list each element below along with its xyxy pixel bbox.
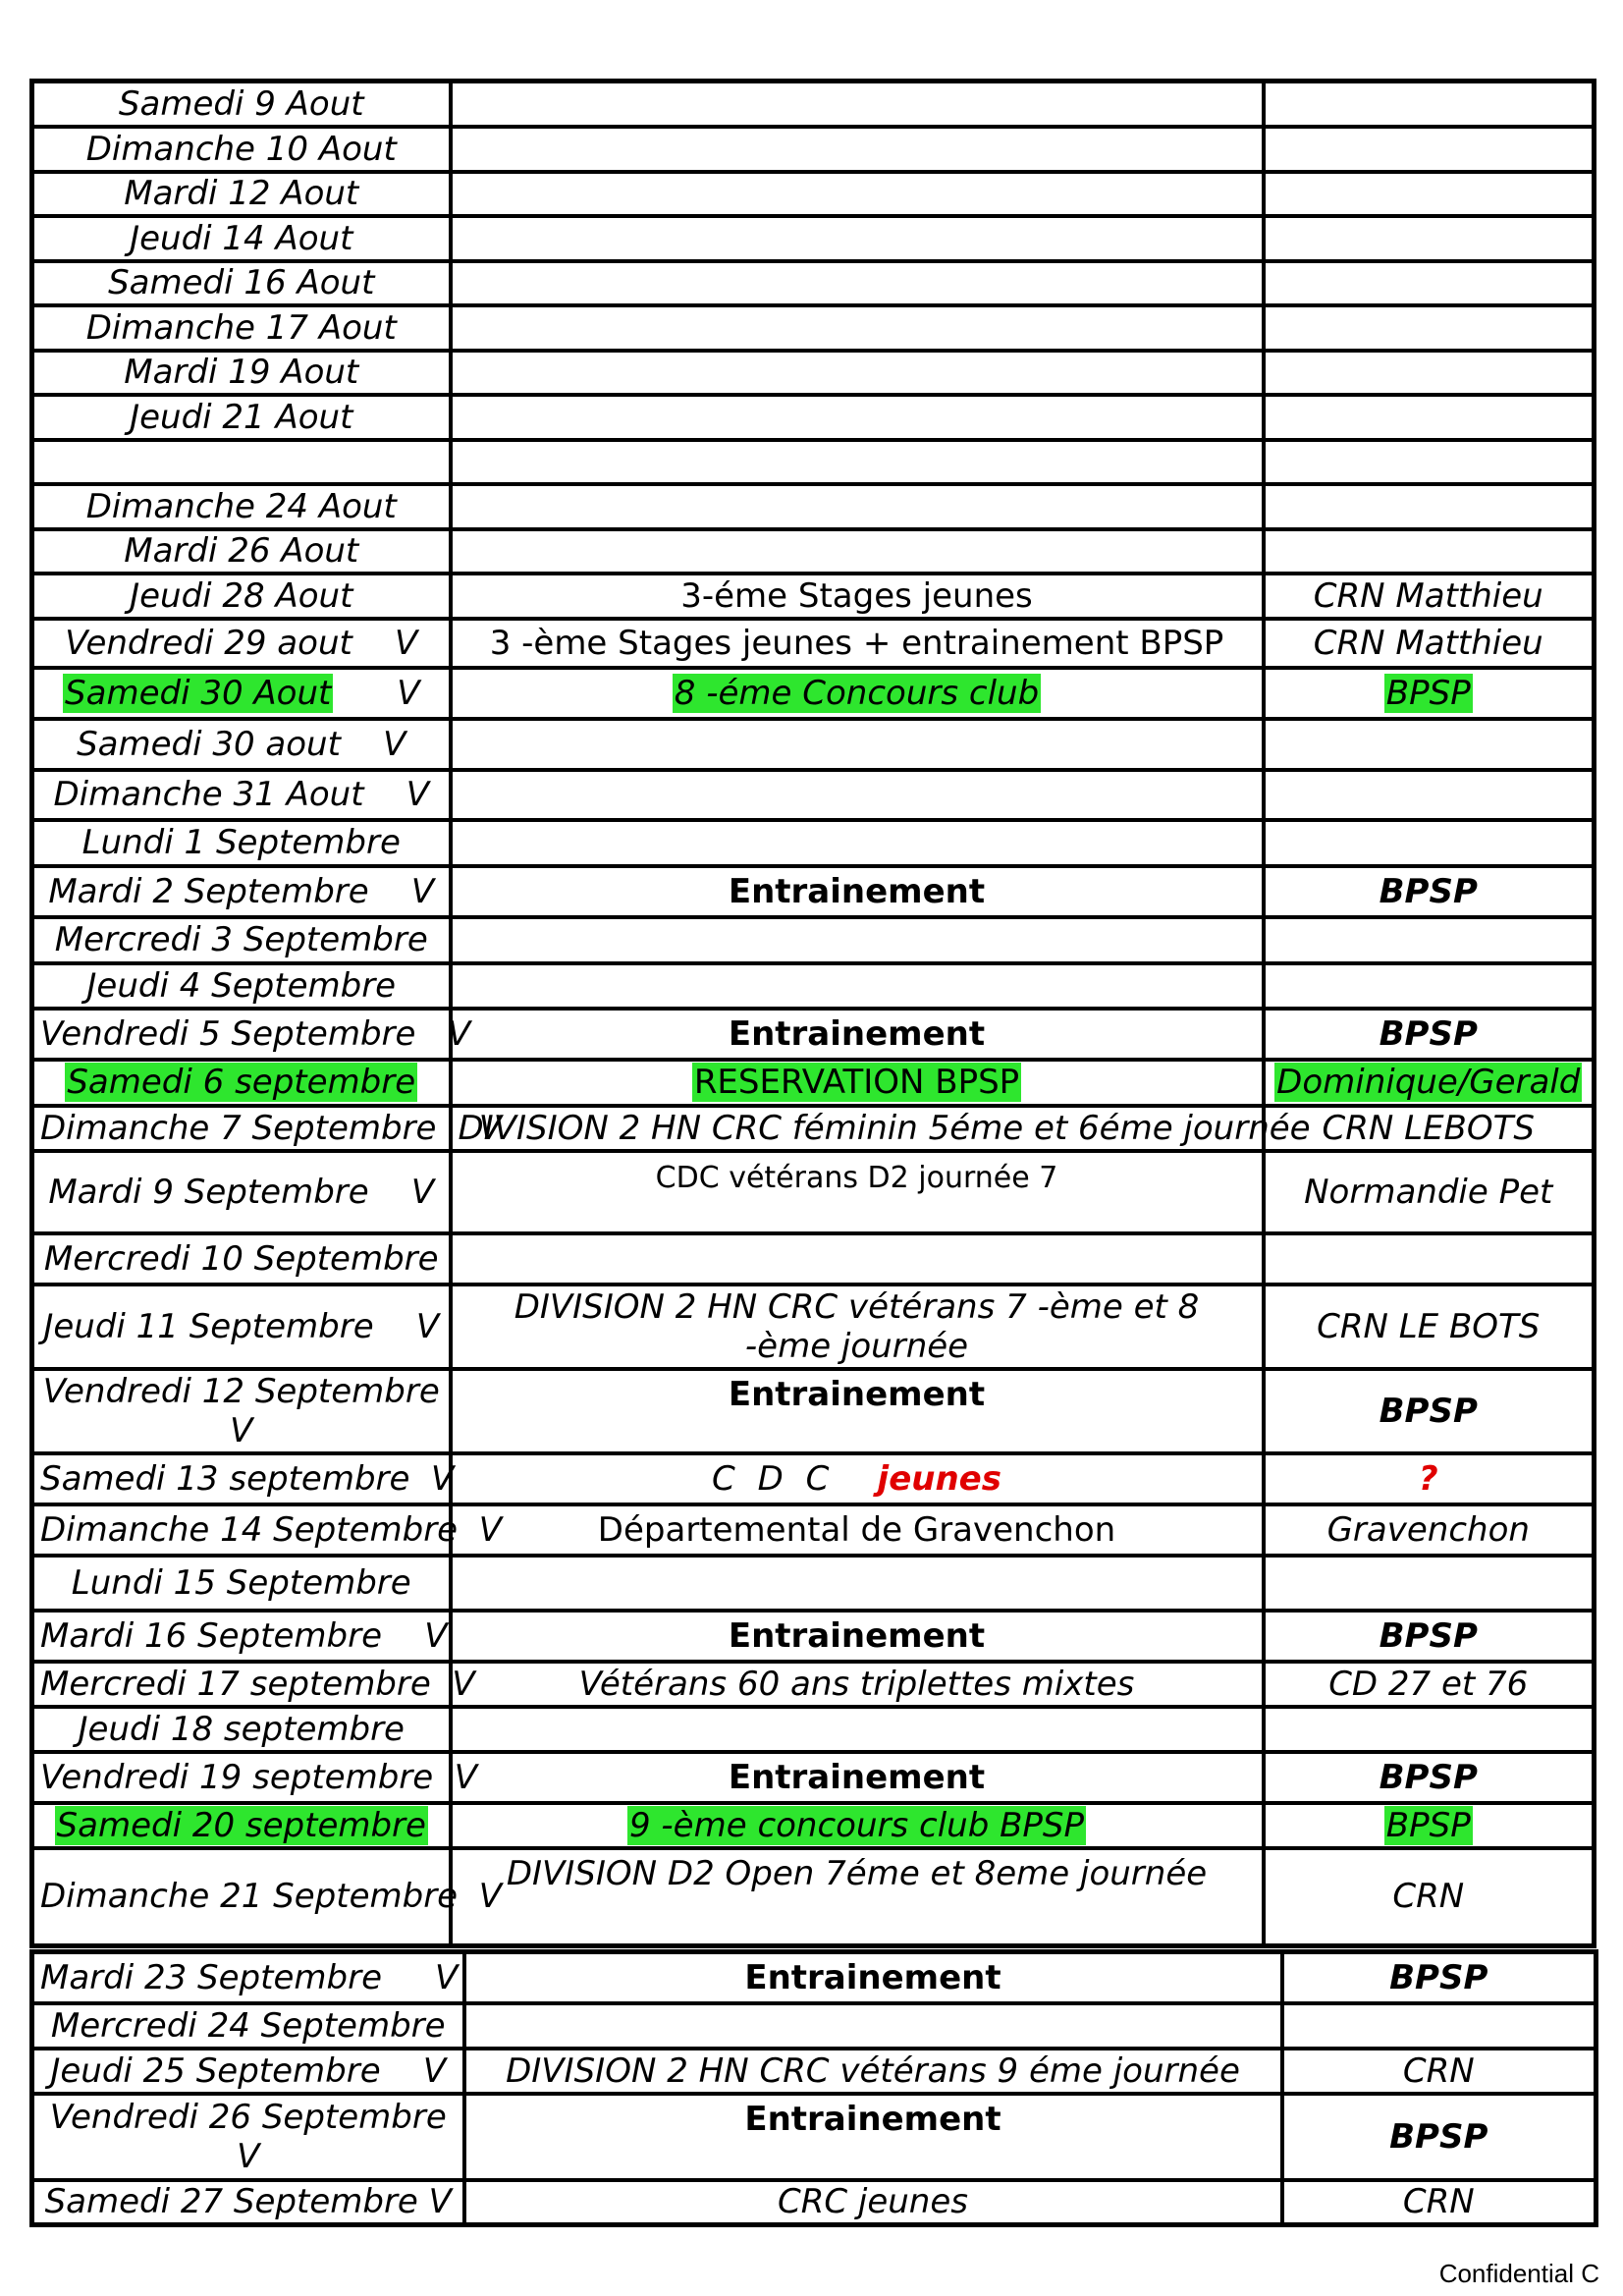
- event-cell: [451, 668, 1264, 719]
- date-cell: Vendredi 12 Septembre V: [32, 1369, 451, 1453]
- event-cell: [451, 529, 1264, 574]
- who-cell: CRN LE BOTS: [1264, 1285, 1595, 1369]
- event-cell: [451, 719, 1264, 770]
- who-cell: BPSP: [1282, 2094, 1596, 2180]
- date-cell: Mardi 2 Septembre V: [32, 866, 451, 917]
- highlighted-date: Samedi 20 septembre: [56, 1805, 426, 1845]
- event-cell: [451, 127, 1264, 172]
- date-cell: Jeudi 25 Septembre V: [32, 2049, 464, 2094]
- date-cell: Jeudi 4 Septembre: [32, 963, 451, 1009]
- table-row: [32, 719, 1595, 770]
- who-cell: [1264, 719, 1595, 770]
- table-row: [32, 1611, 1595, 1662]
- event-cell: [451, 216, 1264, 261]
- highlighted-event: 8 -éme Concours club: [674, 673, 1040, 713]
- event-cell: 3-éme Stages jeunes: [451, 574, 1264, 619]
- table-row: [32, 529, 1595, 574]
- table-row: [32, 1060, 1595, 1106]
- who-cell: ?: [1264, 1453, 1595, 1504]
- who-cell: [1264, 1556, 1595, 1611]
- event-cell: [451, 82, 1264, 127]
- table-row: [32, 1233, 1595, 1285]
- who-cell: BPSP: [1264, 1369, 1595, 1453]
- date-cell: Dimanche 17 Aout: [32, 305, 451, 351]
- schedule-table: [29, 79, 1596, 1948]
- event-cell: [451, 1233, 1264, 1285]
- event-cell: Entrainement: [451, 1752, 1264, 1803]
- who-cell: CRN LEBOTS: [1264, 1106, 1595, 1151]
- date-cell: Jeudi 21 Aout: [32, 395, 451, 440]
- date-cell: Dimanche 31 Aout V: [32, 770, 451, 820]
- event-cell: Entrainement: [451, 1611, 1264, 1662]
- table-row: [32, 1556, 1595, 1611]
- event-cell: [451, 172, 1264, 216]
- event-cell: [451, 820, 1264, 866]
- who-cell: [1264, 529, 1595, 574]
- event-cell: DIVISION 2 HN CRC féminin 5éme et 6éme journée: [451, 1106, 1264, 1151]
- who-cell: [1264, 820, 1595, 866]
- table-row: [32, 1106, 1595, 1151]
- table-row: [32, 2180, 1596, 2225]
- date-cell: Jeudi 14 Aout: [32, 216, 451, 261]
- date-cell: Lundi 1 Septembre: [32, 820, 451, 866]
- event-cell: [451, 1060, 1264, 1106]
- event-cell: [451, 440, 1264, 484]
- date-cell: Samedi 27 Septembre V: [32, 2180, 464, 2225]
- event-cell: DIVISION D2 Open 7éme et 8eme journée: [451, 1848, 1264, 1946]
- table-row: [32, 770, 1595, 820]
- date-cell: Mercredi 10 Septembre: [32, 1233, 451, 1285]
- highlighted-date: Samedi 30 Aout: [65, 673, 332, 713]
- who-cell: CRN: [1282, 2049, 1596, 2094]
- date-cell: [32, 668, 451, 719]
- who-cell: [1282, 2003, 1596, 2049]
- date-cell: Vendredi 29 aout V: [32, 619, 451, 668]
- who-cell: CRN: [1264, 1848, 1595, 1946]
- date-cell: [32, 1060, 451, 1106]
- table-row: [32, 351, 1595, 395]
- table-row: [32, 1752, 1595, 1803]
- who-cell: BPSP: [1264, 1752, 1595, 1803]
- highlighted-who: BPSP: [1385, 1805, 1471, 1845]
- event-cell: DIVISION 2 HN CRC vétérans 7 -ème et 8 -ème journée: [451, 1285, 1264, 1369]
- table-row: [32, 1285, 1595, 1369]
- who-cell: BPSP: [1264, 1611, 1595, 1662]
- schedule-table-continued: [29, 1949, 1598, 2227]
- event-cell: [451, 261, 1264, 305]
- event-cell: Vétérans 60 ans triplettes mixtes: [451, 1662, 1264, 1707]
- date-cell: [32, 1803, 451, 1848]
- date-cell: Dimanche 24 Aout: [32, 484, 451, 529]
- who-cell: [1264, 1233, 1595, 1285]
- table-row: [32, 440, 1595, 484]
- table-row: [32, 1009, 1595, 1060]
- date-cell: Jeudi 28 Aout: [32, 574, 451, 619]
- event-cell: [451, 351, 1264, 395]
- event-cell: 3 -ème Stages jeunes + entrainement BPSP: [451, 619, 1264, 668]
- event-cell: [451, 1803, 1264, 1848]
- event-text: CDC vétérans D2 journée 7: [655, 1160, 1058, 1195]
- who-cell: [1264, 305, 1595, 351]
- who-cell: Normandie Pet: [1264, 1151, 1595, 1233]
- event-cell: CRC jeunes: [464, 2180, 1282, 2225]
- event-cell: [464, 2003, 1282, 2049]
- event-cell: [451, 305, 1264, 351]
- event-cell: Entrainement: [451, 866, 1264, 917]
- highlighted-event: 9 -ème concours club BPSP: [628, 1805, 1085, 1845]
- date-cell: Mardi 26 Aout: [32, 529, 451, 574]
- date-cell: Samedi 16 Aout: [32, 261, 451, 305]
- table-row: [32, 1151, 1595, 1233]
- who-cell: [1264, 963, 1595, 1009]
- event-cell: Entrainement: [464, 2094, 1282, 2180]
- table-row: [32, 1504, 1595, 1556]
- date-cell: Dimanche 10 Aout: [32, 127, 451, 172]
- highlighted-who: Dominique/Gerald: [1276, 1063, 1581, 1102]
- who-cell: [1264, 917, 1595, 963]
- footer-label: Confidential C: [1438, 2259, 1599, 2288]
- date-cell: Lundi 15 Septembre: [32, 1556, 451, 1611]
- table-row: [32, 305, 1595, 351]
- date-cell: Mardi 9 Septembre V: [32, 1151, 451, 1233]
- event-cell: [451, 484, 1264, 529]
- table-row: [32, 1707, 1595, 1752]
- table-row: [32, 963, 1595, 1009]
- highlighted-who: BPSP: [1385, 673, 1471, 713]
- who-cell: Gravenchon: [1264, 1504, 1595, 1556]
- event-cell: [451, 963, 1264, 1009]
- event-cell: [451, 1556, 1264, 1611]
- table-row: [32, 1369, 1595, 1453]
- event-cell: Entrainement: [464, 1952, 1282, 2003]
- who-cell: [1264, 216, 1595, 261]
- event-text: C D C: [712, 1458, 836, 1499]
- event-cell: [451, 1707, 1264, 1752]
- date-cell: Mercredi 3 Septembre: [32, 917, 451, 963]
- who-cell: [1264, 172, 1595, 216]
- table-row: [32, 2049, 1596, 2094]
- who-cell: CRN: [1282, 2180, 1596, 2225]
- event-cell: Entrainement: [451, 1009, 1264, 1060]
- who-cell: [1264, 261, 1595, 305]
- date-cell: Mardi 16 Septembre V: [32, 1611, 451, 1662]
- date-cell: Mercredi 17 septembre V: [32, 1662, 451, 1707]
- who-cell: CD 27 et 76: [1264, 1662, 1595, 1707]
- who-cell: BPSP: [1264, 866, 1595, 917]
- date-cell: Dimanche 7 Septembre V: [32, 1106, 451, 1151]
- date-cell: Mercredi 24 Septembre: [32, 2003, 464, 2049]
- date-cell: Vendredi 5 Septembre V: [32, 1009, 451, 1060]
- who-cell: CRN Matthieu: [1264, 619, 1595, 668]
- table-row: [32, 1453, 1595, 1504]
- who-cell: [1264, 1707, 1595, 1752]
- table-row: [32, 866, 1595, 917]
- who-cell: [1264, 1803, 1595, 1848]
- event-cell: [451, 917, 1264, 963]
- who-cell: [1264, 127, 1595, 172]
- event-cell: [451, 770, 1264, 820]
- table-row: [32, 1662, 1595, 1707]
- date-cell: Vendredi 19 septembre V: [32, 1752, 451, 1803]
- who-cell: BPSP: [1282, 1952, 1596, 2003]
- date-cell: Samedi 13 septembre V: [32, 1453, 451, 1504]
- date-cell: Mardi 19 Aout: [32, 351, 451, 395]
- date-suffix: V: [397, 673, 420, 713]
- who-cell: [1264, 351, 1595, 395]
- who-cell: [1264, 440, 1595, 484]
- who-cell: [1264, 1060, 1595, 1106]
- who-cell: [1264, 770, 1595, 820]
- table-row: [32, 1848, 1595, 1946]
- table-row: [32, 668, 1595, 719]
- table-row: [32, 2094, 1596, 2180]
- date-cell: Mardi 23 Septembre V: [32, 1952, 464, 2003]
- table-row: [32, 1952, 1596, 2003]
- event-cell: [451, 1151, 1264, 1233]
- highlighted-date: Samedi 6 septembre: [67, 1063, 416, 1102]
- table-row: [32, 619, 1595, 668]
- date-cell: [32, 440, 451, 484]
- event-cell: Départemental de Gravenchon: [451, 1504, 1264, 1556]
- event-cell: DIVISION 2 HN CRC vétérans 9 éme journée: [464, 2049, 1282, 2094]
- highlighted-event: RESERVATION BPSP: [693, 1063, 1020, 1102]
- event-cell: [451, 395, 1264, 440]
- date-cell: Vendredi 26 Septembre V: [32, 2094, 464, 2180]
- who-cell: [1264, 395, 1595, 440]
- table-row: [32, 820, 1595, 866]
- table-row: [32, 917, 1595, 963]
- who-cell: [1264, 82, 1595, 127]
- event-highlight-red: jeunes: [877, 1458, 1001, 1499]
- table-row: [32, 574, 1595, 619]
- date-cell: Samedi 9 Aout: [32, 82, 451, 127]
- table-row: [32, 172, 1595, 216]
- table-row: [32, 82, 1595, 127]
- table-row: [32, 1803, 1595, 1848]
- date-cell: Dimanche 14 Septembre V: [32, 1504, 451, 1556]
- date-cell: Dimanche 21 Septembre V: [32, 1848, 451, 1946]
- who-cell: CRN Matthieu: [1264, 574, 1595, 619]
- table-row: [32, 395, 1595, 440]
- date-cell: Jeudi 18 septembre: [32, 1707, 451, 1752]
- table-row: [32, 484, 1595, 529]
- event-cell: [451, 1453, 1264, 1504]
- table-row: [32, 261, 1595, 305]
- date-cell: Mardi 12 Aout: [32, 172, 451, 216]
- table-row: [32, 216, 1595, 261]
- who-cell: [1264, 668, 1595, 719]
- date-cell: Jeudi 11 Septembre V: [32, 1285, 451, 1369]
- who-cell: BPSP: [1264, 1009, 1595, 1060]
- event-cell: Entrainement: [451, 1369, 1264, 1453]
- who-cell: [1264, 484, 1595, 529]
- table-row: [32, 127, 1595, 172]
- table-row: [32, 2003, 1596, 2049]
- date-cell: Samedi 30 aout V: [32, 719, 451, 770]
